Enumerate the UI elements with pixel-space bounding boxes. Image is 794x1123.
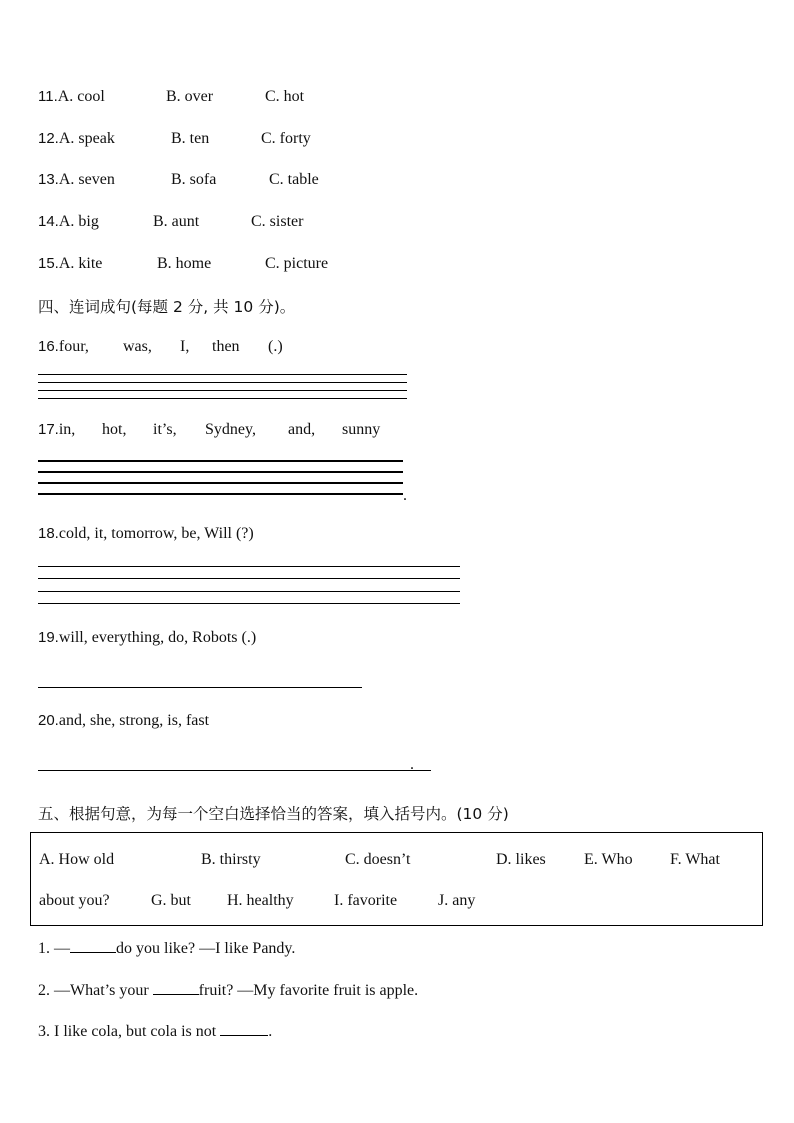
word-bank-option: H. healthy [227, 892, 294, 909]
option-c: C. hot [265, 88, 305, 105]
answer-line [38, 603, 460, 604]
question-suffix: fruit? —My favorite fruit is apple. [198, 982, 419, 999]
question-prefix: 3. I like cola, but cola is not [38, 1023, 221, 1040]
fill-question-2 [38, 982, 418, 1000]
option-c: C. table [269, 171, 319, 188]
word-bank-option: B. thirsty [201, 851, 261, 868]
answer-blank[interactable] [220, 1035, 268, 1036]
answer-line [38, 493, 403, 495]
question-14 [38, 213, 304, 231]
question-number: 12. [38, 130, 59, 147]
answer-line [38, 566, 460, 567]
option-a: A. cool [57, 88, 105, 105]
question-11 [38, 88, 305, 106]
option-a: A. seven [58, 171, 115, 188]
word-bank-box [30, 832, 763, 926]
option-b: B. over [166, 88, 214, 105]
question-number: 11. [38, 88, 58, 105]
question-suffix: do you like? —I like Pandy. [116, 940, 296, 957]
question-16 [38, 338, 283, 356]
word: then [212, 338, 240, 355]
fill-question-1 [38, 940, 295, 958]
question-words: cold, it, tomorrow, be, Will (?) [58, 525, 254, 542]
word-bank-option: G. but [151, 892, 191, 909]
word-bank-option: A. How old [39, 851, 115, 868]
question-number: 15. [38, 255, 59, 272]
option-b: B. aunt [153, 213, 200, 230]
question-suffix: . [268, 1023, 273, 1040]
end-punctuation: . [403, 487, 407, 504]
answer-line [38, 390, 407, 391]
answer-line [38, 591, 460, 592]
option-c: C. picture [265, 255, 329, 272]
end-punctuation: . [410, 756, 414, 773]
answer-blank[interactable] [153, 994, 199, 995]
question-20 [38, 712, 209, 730]
word-bank-option: E. Who [584, 851, 633, 868]
option-b: B. ten [171, 130, 210, 147]
word-bank-option: D. likes [496, 851, 546, 868]
word: and, [288, 421, 316, 438]
question-12 [38, 130, 311, 148]
word: sunny [342, 421, 381, 438]
question-number: 19. [38, 629, 59, 646]
question-words: will, everything, do, Robots (.) [58, 629, 257, 646]
option-a: A. big [58, 213, 99, 230]
answer-line [38, 374, 407, 375]
question-number: 14. [38, 213, 59, 230]
question-words: and, she, strong, is, fast [58, 712, 210, 729]
word: was, [123, 338, 152, 355]
answer-line [38, 471, 403, 473]
question-19 [38, 629, 256, 647]
answer-line [38, 687, 362, 688]
fill-question-3 [38, 1023, 272, 1041]
word: hot, [102, 421, 127, 438]
answer-line [38, 460, 403, 462]
option-b: B. home [157, 255, 212, 272]
word: (.) [268, 338, 283, 355]
word-bank-option: about you? [39, 892, 110, 909]
question-prefix: 2. —What’s your [38, 982, 153, 999]
question-17 [38, 421, 381, 439]
word-bank-option: I. favorite [334, 892, 398, 909]
answer-line [38, 382, 407, 383]
word: Sydney, [205, 421, 256, 438]
answer-blank[interactable] [70, 952, 116, 953]
section-4-heading: 四、连词成句(每题 2 分, 共 10 分)。 [38, 298, 296, 316]
option-a: A. kite [58, 255, 103, 272]
answer-line [38, 398, 407, 399]
option-c: C. sister [251, 213, 304, 230]
option-a: A. speak [58, 130, 115, 147]
answer-line [38, 578, 460, 579]
question-13 [38, 171, 319, 189]
question-15 [38, 255, 329, 273]
word: it’s, [153, 421, 177, 438]
word: in, [58, 421, 76, 438]
question-number: 17. [38, 421, 59, 438]
option-c: C. forty [261, 130, 311, 147]
question-18 [38, 525, 254, 543]
question-number: 20. [38, 712, 59, 729]
answer-line [38, 482, 403, 484]
word-bank-option: F. What [670, 851, 720, 868]
section-5-heading: 五、根据句意，为每一个空白选择恰当的答案，填入括号内。(10 分) [38, 805, 509, 823]
option-b: B. sofa [171, 171, 217, 188]
question-prefix: 1. — [38, 940, 70, 957]
word: I, [180, 338, 190, 355]
question-number: 13. [38, 171, 59, 188]
word-bank-option: C. doesn’t [345, 851, 411, 868]
question-number: 16. [38, 338, 59, 355]
word-bank-option: J. any [438, 892, 476, 909]
question-number: 18. [38, 525, 59, 542]
answer-line [38, 770, 431, 771]
word: four, [58, 338, 89, 355]
